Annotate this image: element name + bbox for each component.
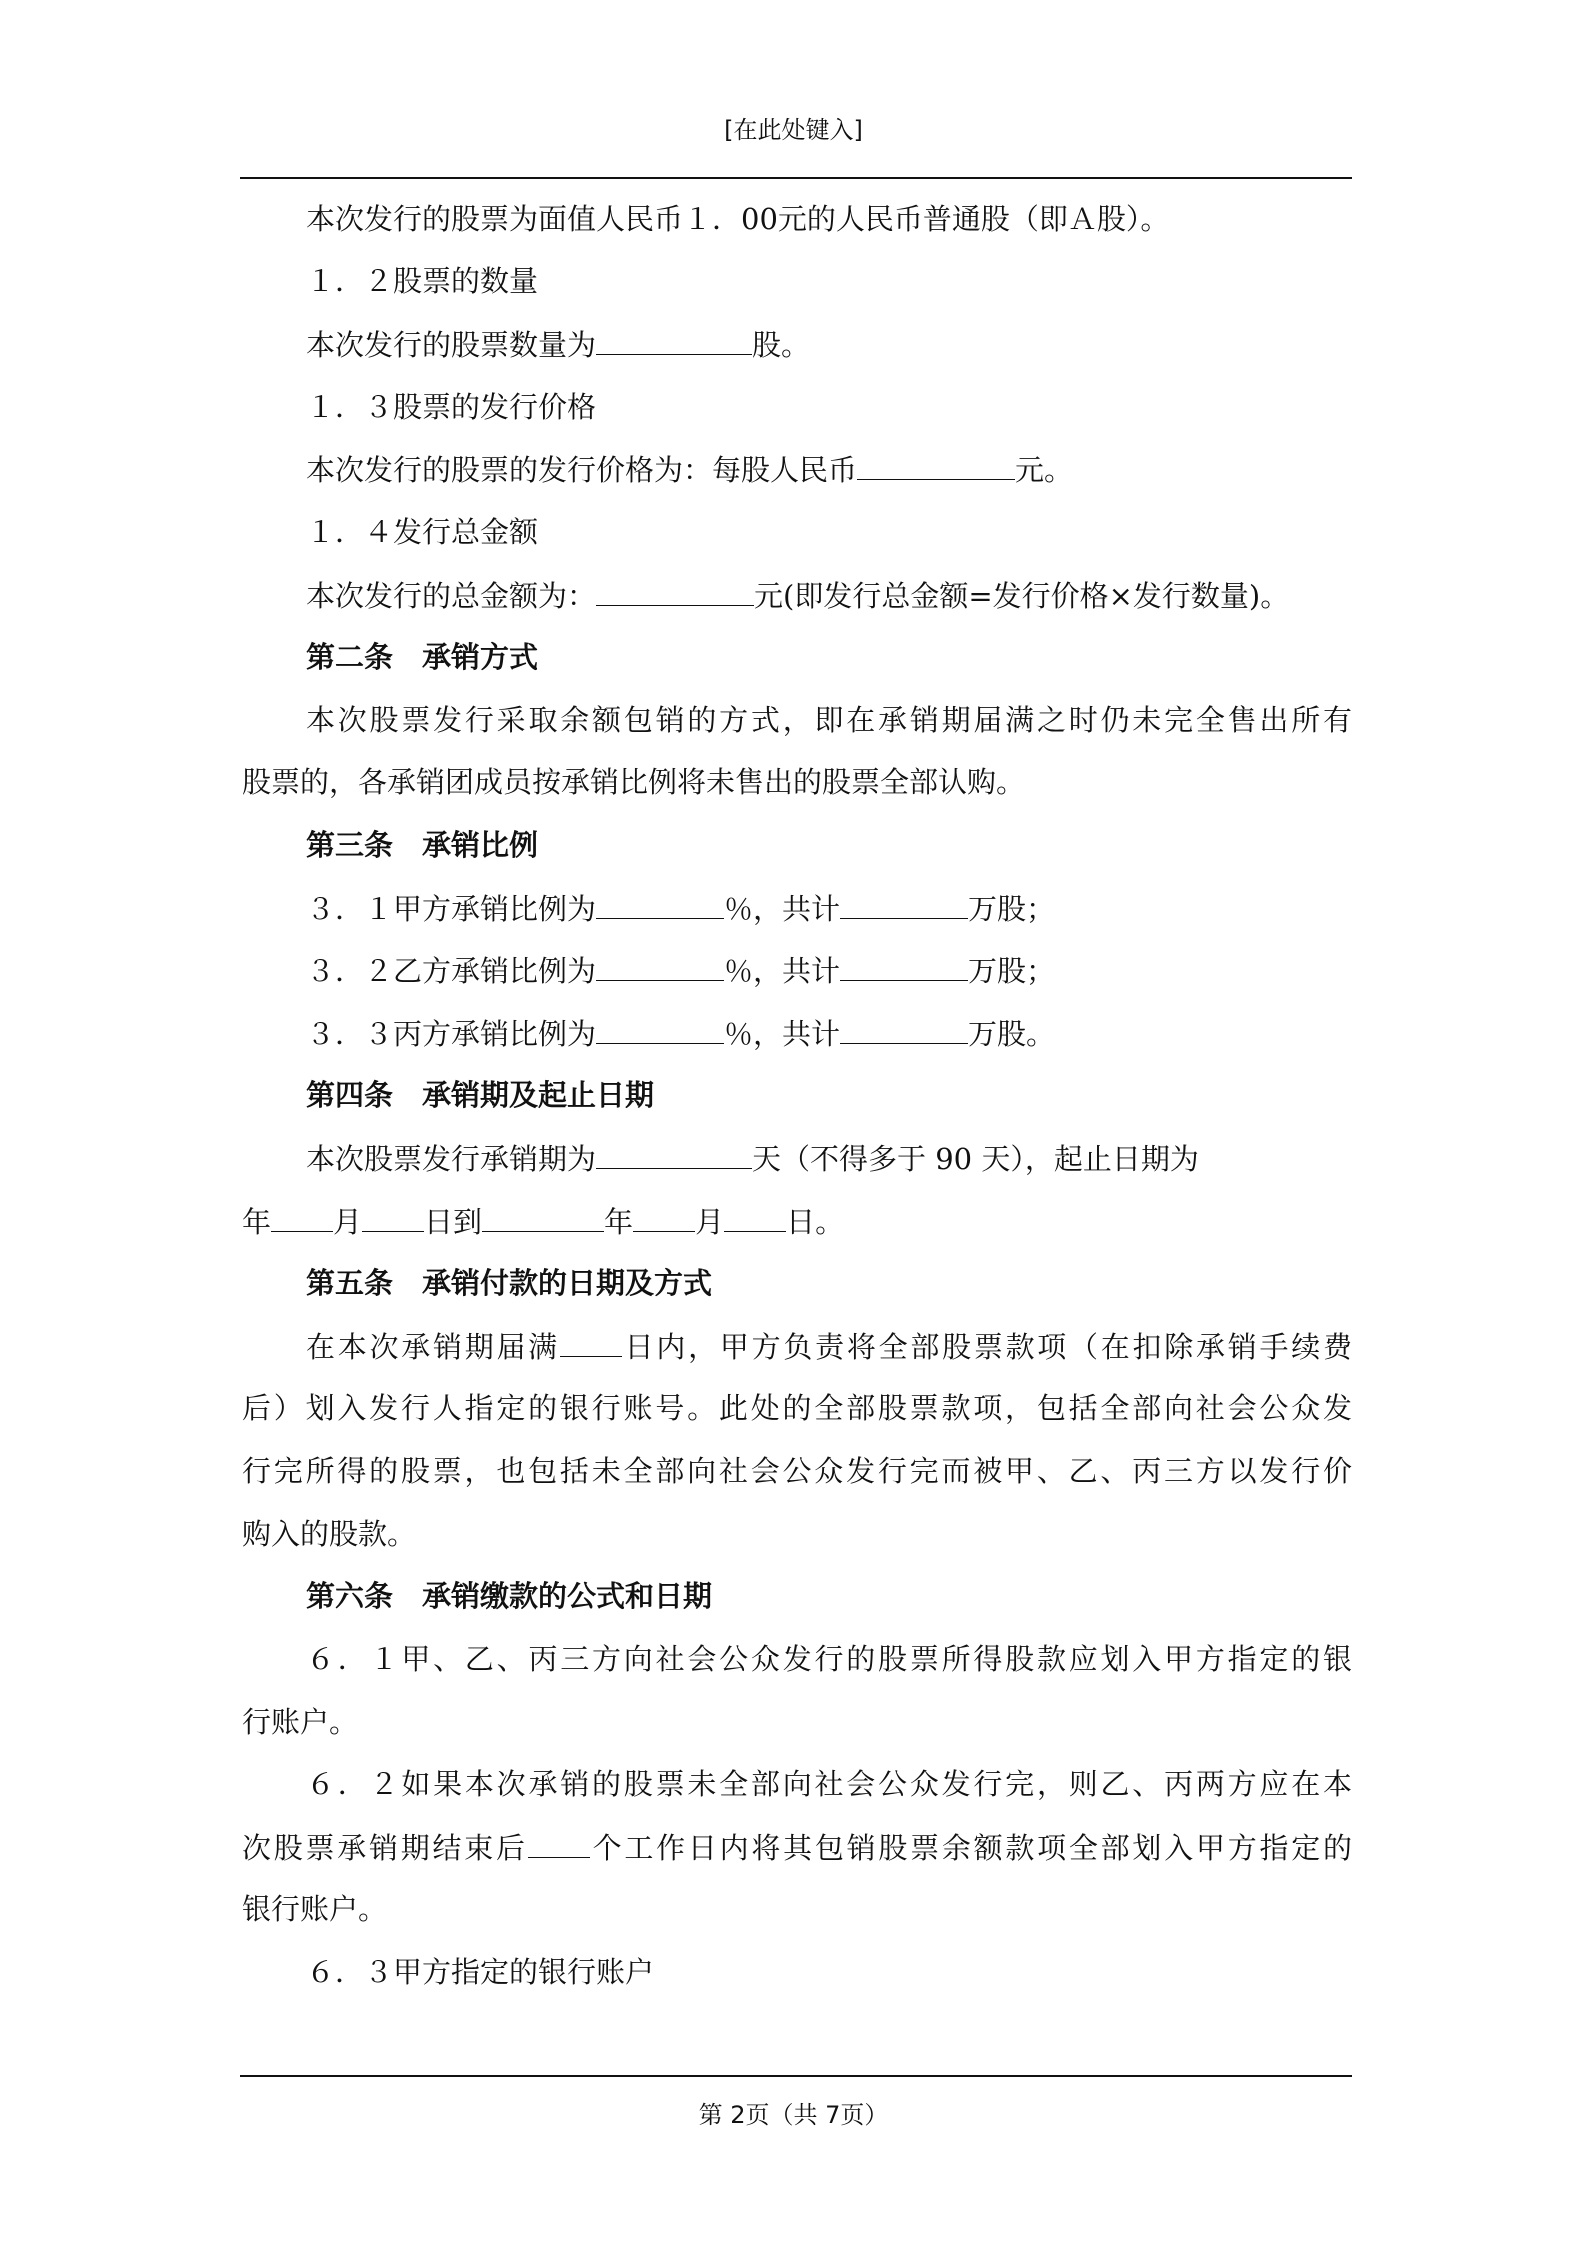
paragraph-payment-line4: 购入的股款。: [242, 1517, 417, 1551]
section-1-3-heading: １．３股票的发行价格: [306, 390, 597, 424]
start-day-blank[interactable]: [362, 1201, 424, 1232]
footer-rule: [240, 2075, 1352, 2077]
article-4-heading: 第四条 承销期及起止日期: [306, 1078, 655, 1112]
end-year-blank[interactable]: [482, 1201, 604, 1232]
party-a-ratio: ３．１甲方承销比例为 ％，共计 万股；: [306, 888, 1055, 929]
paragraph-underwriting-period-line1: 本次股票发行承销期为 天（不得多于 90 天），起止日期为: [306, 1138, 1352, 1179]
article-5-heading: 第五条 承销付款的日期及方式: [306, 1266, 713, 1300]
working-days-blank[interactable]: [528, 1827, 590, 1858]
paragraph-share-quantity: 本次发行的股票数量为 股。: [306, 324, 810, 365]
end-month-blank[interactable]: [633, 1201, 695, 1232]
section-6-1-line1: ６．１甲、乙、丙三方向社会公众发行的股票所得股款应划入甲方指定的银: [306, 1642, 1352, 1676]
section-1-2-heading: １．２股票的数量: [306, 264, 539, 298]
paragraph-payment-line2: 后）划入发行人指定的银行账号。此处的全部股票款项，包括全部向社会公众发: [242, 1391, 1352, 1425]
payment-days-blank[interactable]: [560, 1326, 622, 1357]
section-6-1-line2: 行账户。: [242, 1705, 359, 1739]
article-6-heading: 第六条 承销缴款的公式和日期: [306, 1579, 713, 1613]
page-footer: 第 2页（共 7页）: [698, 2101, 889, 2129]
party-c-ratio: ３．３丙方承销比例为 ％，共计 万股。: [306, 1013, 1055, 1054]
paragraph-par-value: 本次发行的股票为面值人民币１．00元的人民币普通股（即Ａ股）。: [306, 202, 1170, 236]
party-a-shares-blank[interactable]: [840, 888, 968, 919]
paragraph-underwriting-period-line2: 年 月 日到 年 月 日。: [242, 1201, 844, 1242]
paragraph-payment-line3: 行完所得的股票，也包括未全部向社会公众发行完而被甲、乙、丙三方以发行价: [242, 1454, 1352, 1488]
end-day-blank[interactable]: [724, 1201, 786, 1232]
party-b-percent-blank[interactable]: [596, 950, 724, 981]
paragraph-payment-line1: 在本次承销期届满 日内，甲方负责将全部股票款项（在扣除承销手续费: [306, 1326, 1352, 1367]
issue-price-blank[interactable]: [857, 449, 1015, 480]
paragraph-underwriting-method-line1: 本次股票发行采取余额包销的方式，即在承销期届满之时仍未完全售出所有: [306, 703, 1352, 737]
section-1-4-heading: １．４发行总金额: [306, 515, 539, 549]
section-6-2-line1: ６．２如果本次承销的股票未全部向社会公众发行完，则乙、丙两方应在本: [306, 1767, 1352, 1801]
section-6-3-heading: ６．３甲方指定的银行账户: [306, 1955, 655, 1989]
paragraph-total-amount: 本次发行的总金额为： 元(即发行总金额=发行价格×发行数量)。: [306, 575, 1289, 616]
section-6-2-line2: 次股票承销期结束后 个工作日内将其包销股票余额款项全部划入甲方指定的: [242, 1827, 1352, 1868]
party-a-percent-blank[interactable]: [596, 888, 724, 919]
section-6-2-line3: 银行账户。: [242, 1892, 388, 1926]
start-month-blank[interactable]: [271, 1201, 333, 1232]
page-header: [在此处键入]: [724, 116, 863, 144]
party-b-shares-blank[interactable]: [840, 950, 968, 981]
share-quantity-blank[interactable]: [596, 324, 752, 355]
header-rule: [240, 177, 1352, 179]
party-c-shares-blank[interactable]: [840, 1013, 968, 1044]
article-3-heading: 第三条 承销比例: [306, 828, 539, 862]
paragraph-underwriting-method-line2: 股票的，各承销团成员按承销比例将未售出的股票全部认购。: [242, 765, 1026, 799]
underwriting-days-blank[interactable]: [596, 1138, 752, 1169]
party-b-ratio: ３．２乙方承销比例为 ％，共计 万股；: [306, 950, 1055, 991]
party-c-percent-blank[interactable]: [596, 1013, 724, 1044]
total-amount-blank[interactable]: [596, 575, 754, 606]
paragraph-issue-price: 本次发行的股票的发行价格为：每股人民币 元。: [306, 449, 1073, 490]
article-2-heading: 第二条 承销方式: [306, 640, 539, 674]
